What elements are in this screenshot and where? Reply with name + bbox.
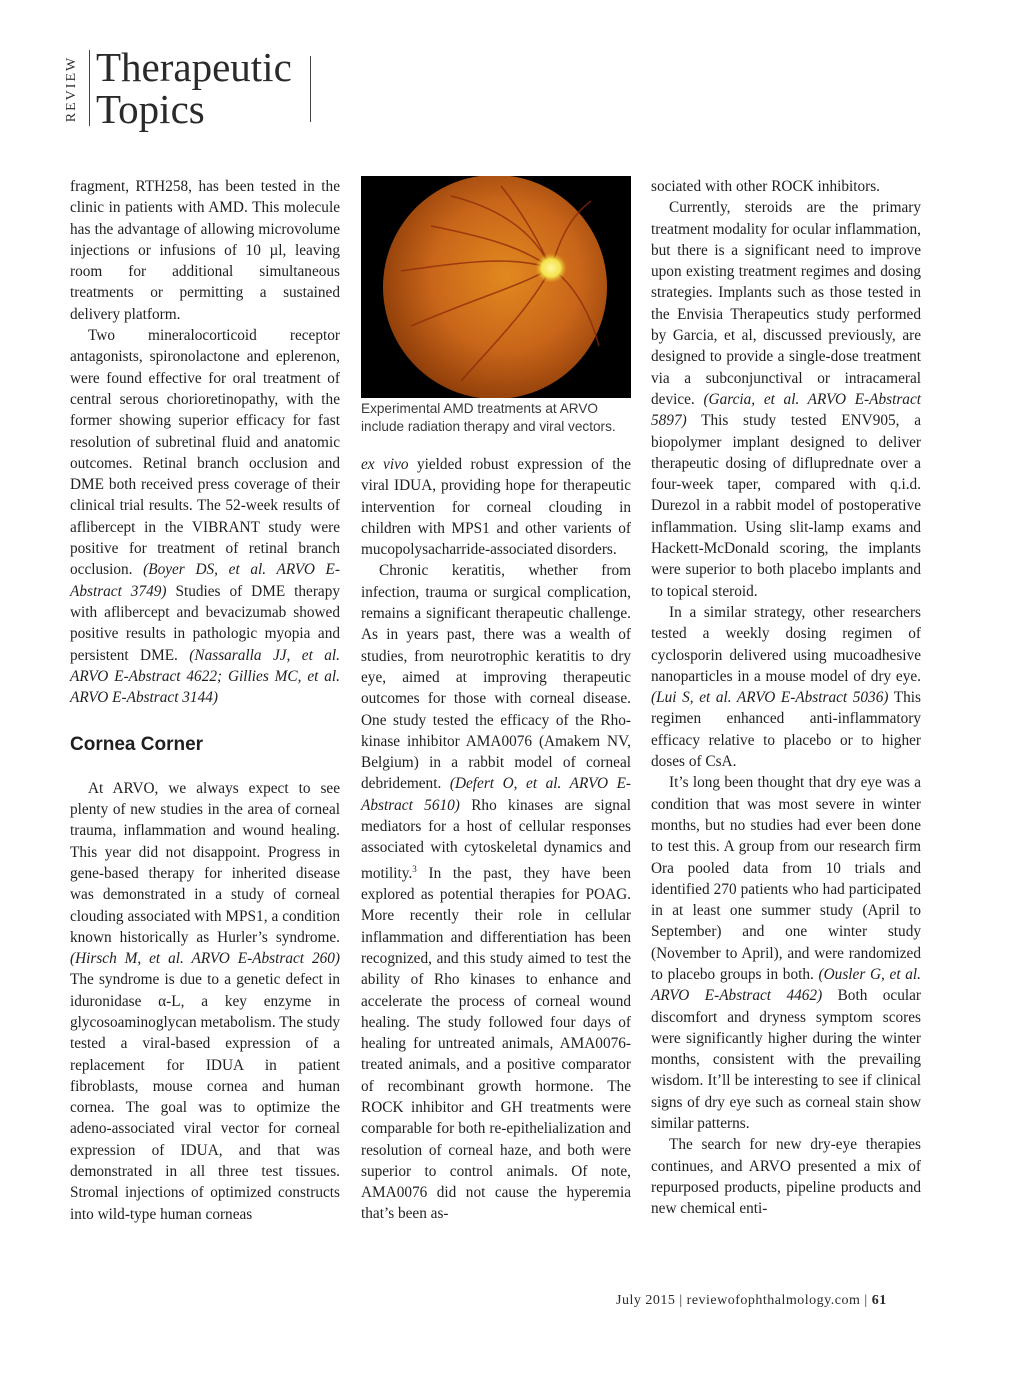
- footer-separator: |: [864, 1293, 868, 1308]
- paragraph: The search for new dry-eye therapies continues, and ARVO presented a mix of repurposed products, pipeline products and new chemical enti-: [651, 1136, 921, 1218]
- text-run: Both ocular discomfort and dryness symptom scores were significantly higher during the winter months, consistent with the prevailing wisdom. It’ll be interesting to see if clinical signs of dry eye such as corneal stain show similar patterns.: [651, 987, 921, 1133]
- text-run: Chronic keratitis, whether from infection, trauma or surgical complication, remains a significant therapeutic challenge. As in years past, there was a wealth of studies, from neurotrophic keratitis to dry eye, aimed at improving therapeutic outcomes for those with corneal disease. One study tested the efficacy of the Rho-kinase inhibitor AMA0076 (Amakem NV, Belgium) in a rabbit model of corneal debridement.: [361, 562, 631, 793]
- article-column-1: [70, 176, 340, 1225]
- page-title-line2: Topics: [96, 86, 205, 132]
- header-divider-left: [89, 50, 90, 126]
- citation: (Defert O, et al. ARVO E-Abstract 5610): [361, 775, 632, 814]
- paragraph: [651, 602, 921, 772]
- section-heading: Cornea Corner: [70, 734, 204, 756]
- text-run: Rho kinases are signal mediators for a host of cellular responses associated with cytoskeletal dynamics and motility.: [361, 796, 631, 882]
- text-run: yielded robust expression of the viral IDUA, providing hope for therapeutic intervention for corneal clouding in children with MPS1 and other varients of mucopolysacharride-associated disorders.: [361, 456, 631, 559]
- section-label-text: REVIEW: [64, 55, 79, 123]
- paragraph: [651, 772, 921, 1134]
- text-run: In a similar strategy, other researchers tested a weekly dosing regimen of cyclosporin delivered using mucoadhesive nanoparticles in a mouse model of dry eye.: [651, 603, 921, 685]
- website-url: reviewofophthalmology.com: [686, 1293, 861, 1308]
- citation: (Ousler G, et al. ARVO E-Abstract 4462): [651, 965, 921, 1005]
- text-run: Two mineralocorticoid receptor antagonists, spironolactone and eplerenon, were found effective for oral treatment of central serous chorioretinopathy, with the former showing superior efficacy for fast resolution of subretinal fluid and anatomic outcomes. Retinal branch occlusion and DME both received press coverage of their clinical trial results. The 52-week results of aflibercept in the VIBRANT study were positive for treatment of retinal branch occlusion.: [70, 327, 340, 579]
- text-run: The syndrome is due to a genetic defect in iduronidase α-L, a key enzyme in glycosoaminoglycan metabolism. The study tested a viral-based expression of a replacement for IDUA in patient fibroblasts, mouse cornea and human cornea. The goal was to optimize the adeno-associated viral vector for corneal expression of IDUA, and that was demonstrated in all three test tissues. Stromal injections of optimized constructs into wild-type human corneas: [70, 971, 340, 1223]
- issue-date: July 2015: [616, 1293, 676, 1308]
- footnote-marker: 3: [412, 863, 417, 874]
- fundus-photo: [361, 176, 631, 398]
- fundus-illustration: [361, 176, 631, 398]
- citation: (Hirsch M, et al. ARVO E-Abstract 260): [70, 950, 340, 968]
- text-run: Currently, steroids are the primary treatment modality for ocular inflammation, but there is a significant need to improve upon existing treatment regimes and dosing strategies. Implants such as those tested in the Envisia Therapeutics study performed by Garcia, et al, discussed previously, are designed to provide a single-dose treatment via a subconjunctival or intracameral device.: [651, 199, 921, 408]
- page-title: [96, 46, 292, 130]
- citation: (Boyer DS, et al. ARVO E-Abstract 3749): [70, 561, 340, 600]
- page-title-line1: Therapeutic: [96, 44, 292, 90]
- paragraph: [361, 454, 631, 560]
- article-column-3: [651, 176, 921, 1220]
- figure-caption: Experimental AMD treatments at ARVO include radiation therapy and viral vectors.: [361, 401, 616, 434]
- citation: (Nassaralla JJ, et al. ARVO E-Abstract 4622; Gillies MC, et al. ARVO E-Abstract 3144): [70, 646, 340, 707]
- text-run: This study tested ENV905, a biopolymer implant designed to deliver therapeutic dosing of difluprednate over a four-week taper, compared with q.i.d. Durezol in a rabbit model of postoperative inflammation. Using slit-lamp exams and Hackett-McDonald scoring, the implants were superior to both placebo implants and to topical steroid.: [651, 412, 921, 600]
- citation: (Garcia, et al. ARVO E-Abstract 5897): [651, 390, 921, 430]
- paragraph: [361, 560, 631, 1224]
- footer-separator: |: [679, 1293, 683, 1308]
- paragraph: fragment, RTH258, has been tested in the clinic in patients with AMD. This molecule has the advantage of allowing microvolume injections or infusions of 10 µl, leaving room for additional simultaneous treatments or permitting a sustained delivery platform.: [70, 178, 340, 323]
- text-run: Studies of DME therapy with aflibercept and bevacizumab showed positive results in pathologic myopia and persistent DME.: [70, 582, 340, 664]
- text-run: In the past, they have been explored as potential therapies for POAG. More recently their role in cellular inflammation and differentiation has been recognized, and this study aimed to test the ability of Rho kinases to enhance and accelerate the process of corneal wound healing. The study followed four days of healing for untreated animals, AMA0076-treated animals, and a positive comparator of recombinant growth hormone. The ROCK inhibitor and GH treatments were comparable for both re-epithelialization and resolution of corneal haze, and both were superior to control animals. Of note, AMA0076 did not cause the hyperemia that’s been as-: [361, 864, 631, 1223]
- header-divider-right: [310, 56, 311, 122]
- article-column-2: [361, 454, 631, 1225]
- citation: (Lui S, et al. ARVO E-Abstract 5036): [651, 689, 889, 707]
- text-run: At ARVO, we always expect to see plenty of new studies in the area of corneal trauma, inflammation and wound healing. This year did not disappoint. Progress in gene-based therapy for inherited disease was demonstrated in a study of corneal clouding associated with MPS1, a condition known historically as Hurler’s syndrome.: [70, 779, 340, 946]
- paragraph: [70, 325, 340, 708]
- page-footer: [616, 1293, 887, 1309]
- paragraph: sociated with other ROCK inhibitors.: [651, 178, 881, 195]
- text-run: It’s long been thought that dry eye was a condition that was most severe in winter months, but no studies had ever been done to test this. A group from our research firm Ora pooled data from 10 trials and identified 270 patients who had participated in at least one summer study (April to September) and one winter study (November to April), and were randomized to placebo groups in both.: [651, 774, 921, 983]
- text-run: ex vivo: [361, 456, 409, 473]
- section-label: [62, 52, 82, 126]
- paragraph: [70, 778, 340, 1225]
- page-number: 61: [871, 1293, 887, 1308]
- text-run: This regimen enhanced anti-inflammatory efficacy relative to placebo or to higher doses of CsA.: [651, 689, 921, 771]
- paragraph: [651, 197, 921, 602]
